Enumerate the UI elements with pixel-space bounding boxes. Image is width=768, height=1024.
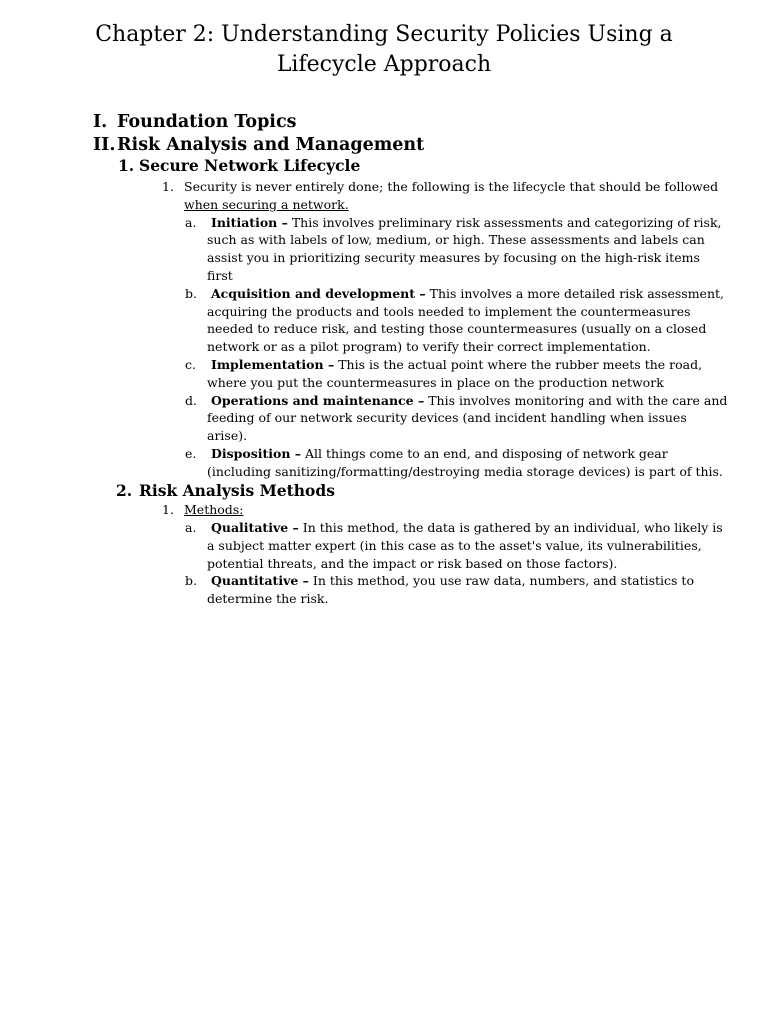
subitem-text: This involves a more detailed risk assessment,	[429, 285, 725, 301]
list-item-text: when securing a network.	[184, 196, 349, 212]
subitem-text: determine the risk.	[207, 591, 329, 607]
subitem-text: such as with labels of low, medium, or high. These assessments and labels can	[207, 232, 705, 248]
subitem-label: e.	[185, 446, 197, 461]
subitem-text: feeding of our network security devices (and incident handling when issues	[207, 410, 687, 426]
subitem-line	[207, 214, 722, 232]
subitem-text: This is the actual point where the rubber meets the road,	[338, 357, 703, 372]
subitem-line	[207, 572, 694, 590]
subitem-text: acquiring the products and tools needed to implement the countermeasures	[207, 303, 691, 319]
subitem-term: Operations and maintenance –	[210, 392, 425, 408]
list-item-text: Security is never entirely done; the following is the lifecycle that should be followed	[184, 179, 719, 194]
subitem-line	[207, 519, 723, 537]
subitem-label: c.	[185, 357, 196, 372]
subitem-line	[207, 356, 702, 374]
subitem-text: (including sanitizing/formatting/destroying media storage devices) is part of this.	[207, 463, 723, 479]
section-heading: Foundation Topics	[117, 112, 297, 132]
subitem-label: d.	[185, 392, 197, 408]
subitem-text: This involves preliminary risk assessments and categorizing of risk,	[291, 214, 722, 230]
subitem-term: Qualitative –	[210, 520, 299, 535]
subsection-number: 2.	[116, 481, 133, 500]
subitem-label: a.	[185, 214, 197, 230]
subitem-text: first	[207, 268, 233, 283]
list-item-number: 1.	[162, 179, 174, 194]
section-number: I.	[93, 112, 108, 132]
page-title: Chapter 2: Understanding Security Policies Using a Lifecycle Approach	[95, 22, 673, 77]
list-item-number: 1.	[162, 502, 174, 517]
subitem-text: arise).	[207, 428, 248, 444]
subitem-term: Acquisition and development –	[210, 285, 426, 301]
subitem-text: a subject matter expert (in this case as to the asset's value, its vulnerabilities,	[207, 537, 702, 553]
subitem-text: assist you in prioritizing security measures by focusing on the high-risk items	[207, 250, 700, 266]
subsection-heading: Risk Analysis Methods	[139, 481, 335, 500]
subitem-term: Disposition –	[210, 446, 302, 461]
subitem-text: potential threats, and the impact or risk based on those factors).	[207, 555, 618, 571]
subsection-number: 1.	[118, 156, 135, 175]
subitem-label: a.	[185, 520, 197, 535]
subitem-term: Quantitative –	[210, 573, 309, 589]
subitem-text: needed to reduce risk, and testing those countermeasures (usually on a closed	[207, 321, 707, 337]
subitem-term: Initiation –	[210, 214, 288, 230]
subitem-text: In this method, the data is gathered by an individual, who likely is	[302, 520, 723, 535]
subitem-text: network or as a pilot program) to verify their correct implementation.	[207, 339, 651, 355]
subitem-line	[207, 445, 668, 463]
subitem-label: b.	[185, 573, 197, 589]
subitem-label: b.	[185, 285, 197, 301]
subitem-text: In this method, you use raw data, numbers, and statistics to	[312, 573, 694, 589]
subitem-line	[207, 392, 727, 410]
section-number: II.	[93, 135, 116, 155]
subitem-term: Implementation –	[210, 357, 335, 372]
subitem-text: where you put the countermeasures in place on the production network	[207, 374, 664, 390]
list-item-text: Methods:	[184, 502, 244, 517]
section-heading: Risk Analysis and Management	[117, 135, 425, 155]
subitem-line	[207, 285, 724, 303]
subitem-text: All things come to an end, and disposing of network gear	[305, 446, 668, 461]
subsection-heading: Secure Network Lifecycle	[139, 156, 361, 175]
subitem-text: This involves monitoring and with the care and	[428, 392, 728, 408]
